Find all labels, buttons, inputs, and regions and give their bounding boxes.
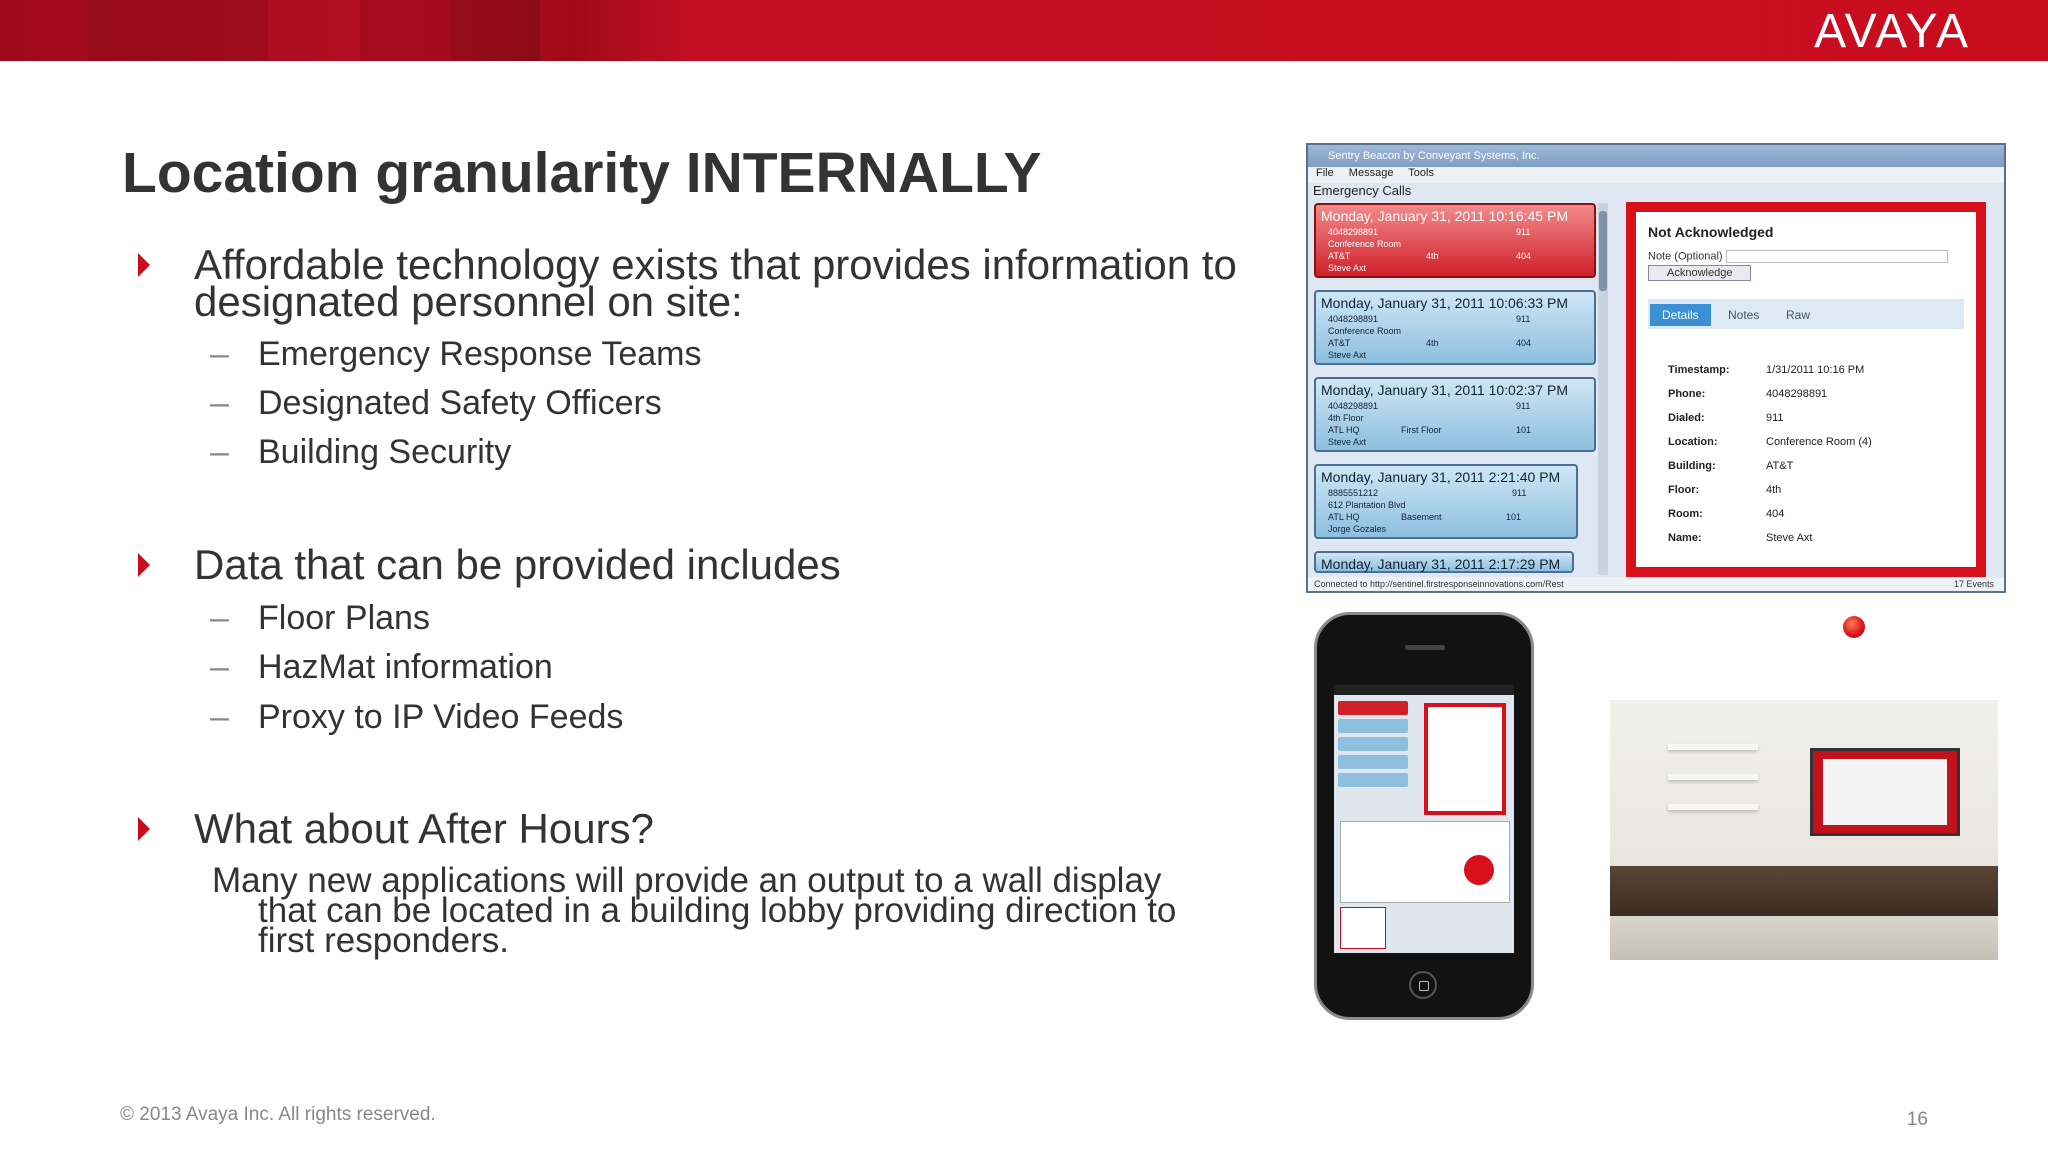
detail-row: Location: Conference Room (4)	[1668, 436, 1872, 448]
bullet-arrow-icon	[136, 253, 152, 277]
smartphone-image	[1314, 612, 1534, 1020]
after-hours-paragraph	[212, 861, 1212, 960]
call-item: Monday, January 31, 2011 10:02:37 PM 4048298891 4th Floor ATL HQ First Floor 101 Steve Axt 911	[1314, 377, 1596, 452]
sub-bullet-dash: –	[210, 648, 229, 686]
bullet-affordable-technology: Affordable technology exists that provides information to designated personnel on site:	[194, 241, 1237, 325]
detail-tabs	[1648, 299, 1964, 329]
wall-display	[1810, 748, 1960, 836]
section-label: Emergency Calls	[1313, 183, 1412, 198]
paragraph-first-line: Many new applications will provide an output to a wall display	[212, 861, 1162, 900]
sub-bullet-hazmat: HazMat information	[258, 648, 553, 686]
emergency-app-screenshot	[1306, 143, 2006, 593]
detail-row: Dialed: 911	[1668, 412, 1784, 424]
header-bar	[0, 0, 2048, 61]
lobby-wall-display-photo	[1610, 700, 1998, 960]
sub-bullet-safety-officers: Designated Safety Officers	[258, 384, 662, 422]
detail-row: Room: 404	[1668, 508, 1785, 520]
call-item: Monday, January 31, 2011 2:17:29 PM	[1314, 551, 1574, 573]
slide-title: Location granularity INTERNALLY	[122, 141, 1042, 205]
sub-bullet-floor-plans: Floor Plans	[258, 599, 430, 637]
bullet-after-hours: What about After Hours?	[194, 805, 654, 852]
wall-shelf	[1668, 804, 1758, 810]
call-detail-panel	[1626, 202, 1986, 577]
call-item: Monday, January 31, 2011 10:06:33 PM 4048298891 Conference Room AT&T 4th 404 Steve Axt 911	[1314, 290, 1596, 365]
event-count: 17 Events	[1953, 579, 1994, 589]
sub-bullet-building-security: Building Security	[258, 433, 512, 471]
bullet-arrow-icon	[136, 817, 152, 841]
bullet-arrow-icon	[136, 553, 152, 577]
detail-row: Name: Steve Axt	[1668, 532, 1813, 544]
menu-file: File	[1316, 167, 1334, 179]
phone-screen	[1334, 685, 1514, 953]
phone-home-button	[1409, 971, 1437, 999]
tab-details: Details	[1650, 304, 1711, 326]
sub-bullet-emergency-response: Emergency Response Teams	[258, 335, 702, 373]
acknowledge-button: Acknowledge	[1648, 265, 1751, 281]
call-list-scrollbar	[1598, 203, 1608, 575]
wall-shelf	[1668, 774, 1758, 780]
detail-row: Phone: 4048298891	[1668, 388, 1828, 400]
media-cabinet	[1610, 866, 1998, 916]
page-number: 16	[1906, 1109, 1928, 1130]
alert-dot-icon	[1843, 616, 1865, 638]
copyright-footer: © 2013 Avaya Inc. All rights reserved.	[120, 1104, 436, 1125]
floor	[1610, 916, 1998, 960]
bullet-data-provided: Data that can be provided includes	[194, 541, 841, 588]
sub-bullet-dash: –	[210, 335, 229, 373]
menu-bar	[1308, 167, 2004, 183]
menu-message: Message	[1348, 167, 1394, 179]
detail-row: Floor: 4th	[1668, 484, 1782, 496]
call-item: Monday, January 31, 2011 10:16:45 PM 4048298891 Conference Room AT&T 4th 404 Steve Axt 911	[1314, 203, 1596, 278]
avaya-logo: AVAYA	[1814, 5, 1970, 58]
call-item: Monday, January 31, 2011 2:21:40 PM 8885551212 612 Plantation Blvd ATL HQ Basement 101 Jorge Gozales 911	[1314, 464, 1578, 539]
sub-bullet-dash: –	[210, 698, 229, 736]
detail-row: Building: AT&T	[1668, 460, 1794, 472]
tab-raw: Raw	[1786, 308, 1811, 322]
sub-bullet-dash: –	[210, 433, 229, 471]
detail-row: Timestamp: 1/31/2011 10:16 PM	[1668, 364, 1865, 376]
menu-tools: Tools	[1408, 167, 1434, 179]
note-field: Note (Optional)	[1648, 250, 1964, 263]
paragraph-rest: that can be located in a building lobby providing direction to first responders.	[258, 891, 1177, 960]
phone-speaker	[1405, 645, 1445, 650]
window-title: Sentry Beacon by Conveyant Systems, Inc.	[1308, 145, 2004, 167]
call-list	[1314, 203, 1596, 585]
sub-bullet-dash: –	[210, 599, 229, 637]
sub-bullet-video-feeds: Proxy to IP Video Feeds	[258, 698, 624, 736]
ack-status: Not Acknowledged	[1648, 224, 1774, 240]
window-status-bar: Connected to http://sentinel.firstresponseinnovations.com/Rest 17 Events	[1308, 577, 2004, 591]
wall-shelf	[1668, 744, 1758, 750]
sub-bullet-dash: –	[210, 384, 229, 422]
tab-notes: Notes	[1728, 308, 1760, 322]
